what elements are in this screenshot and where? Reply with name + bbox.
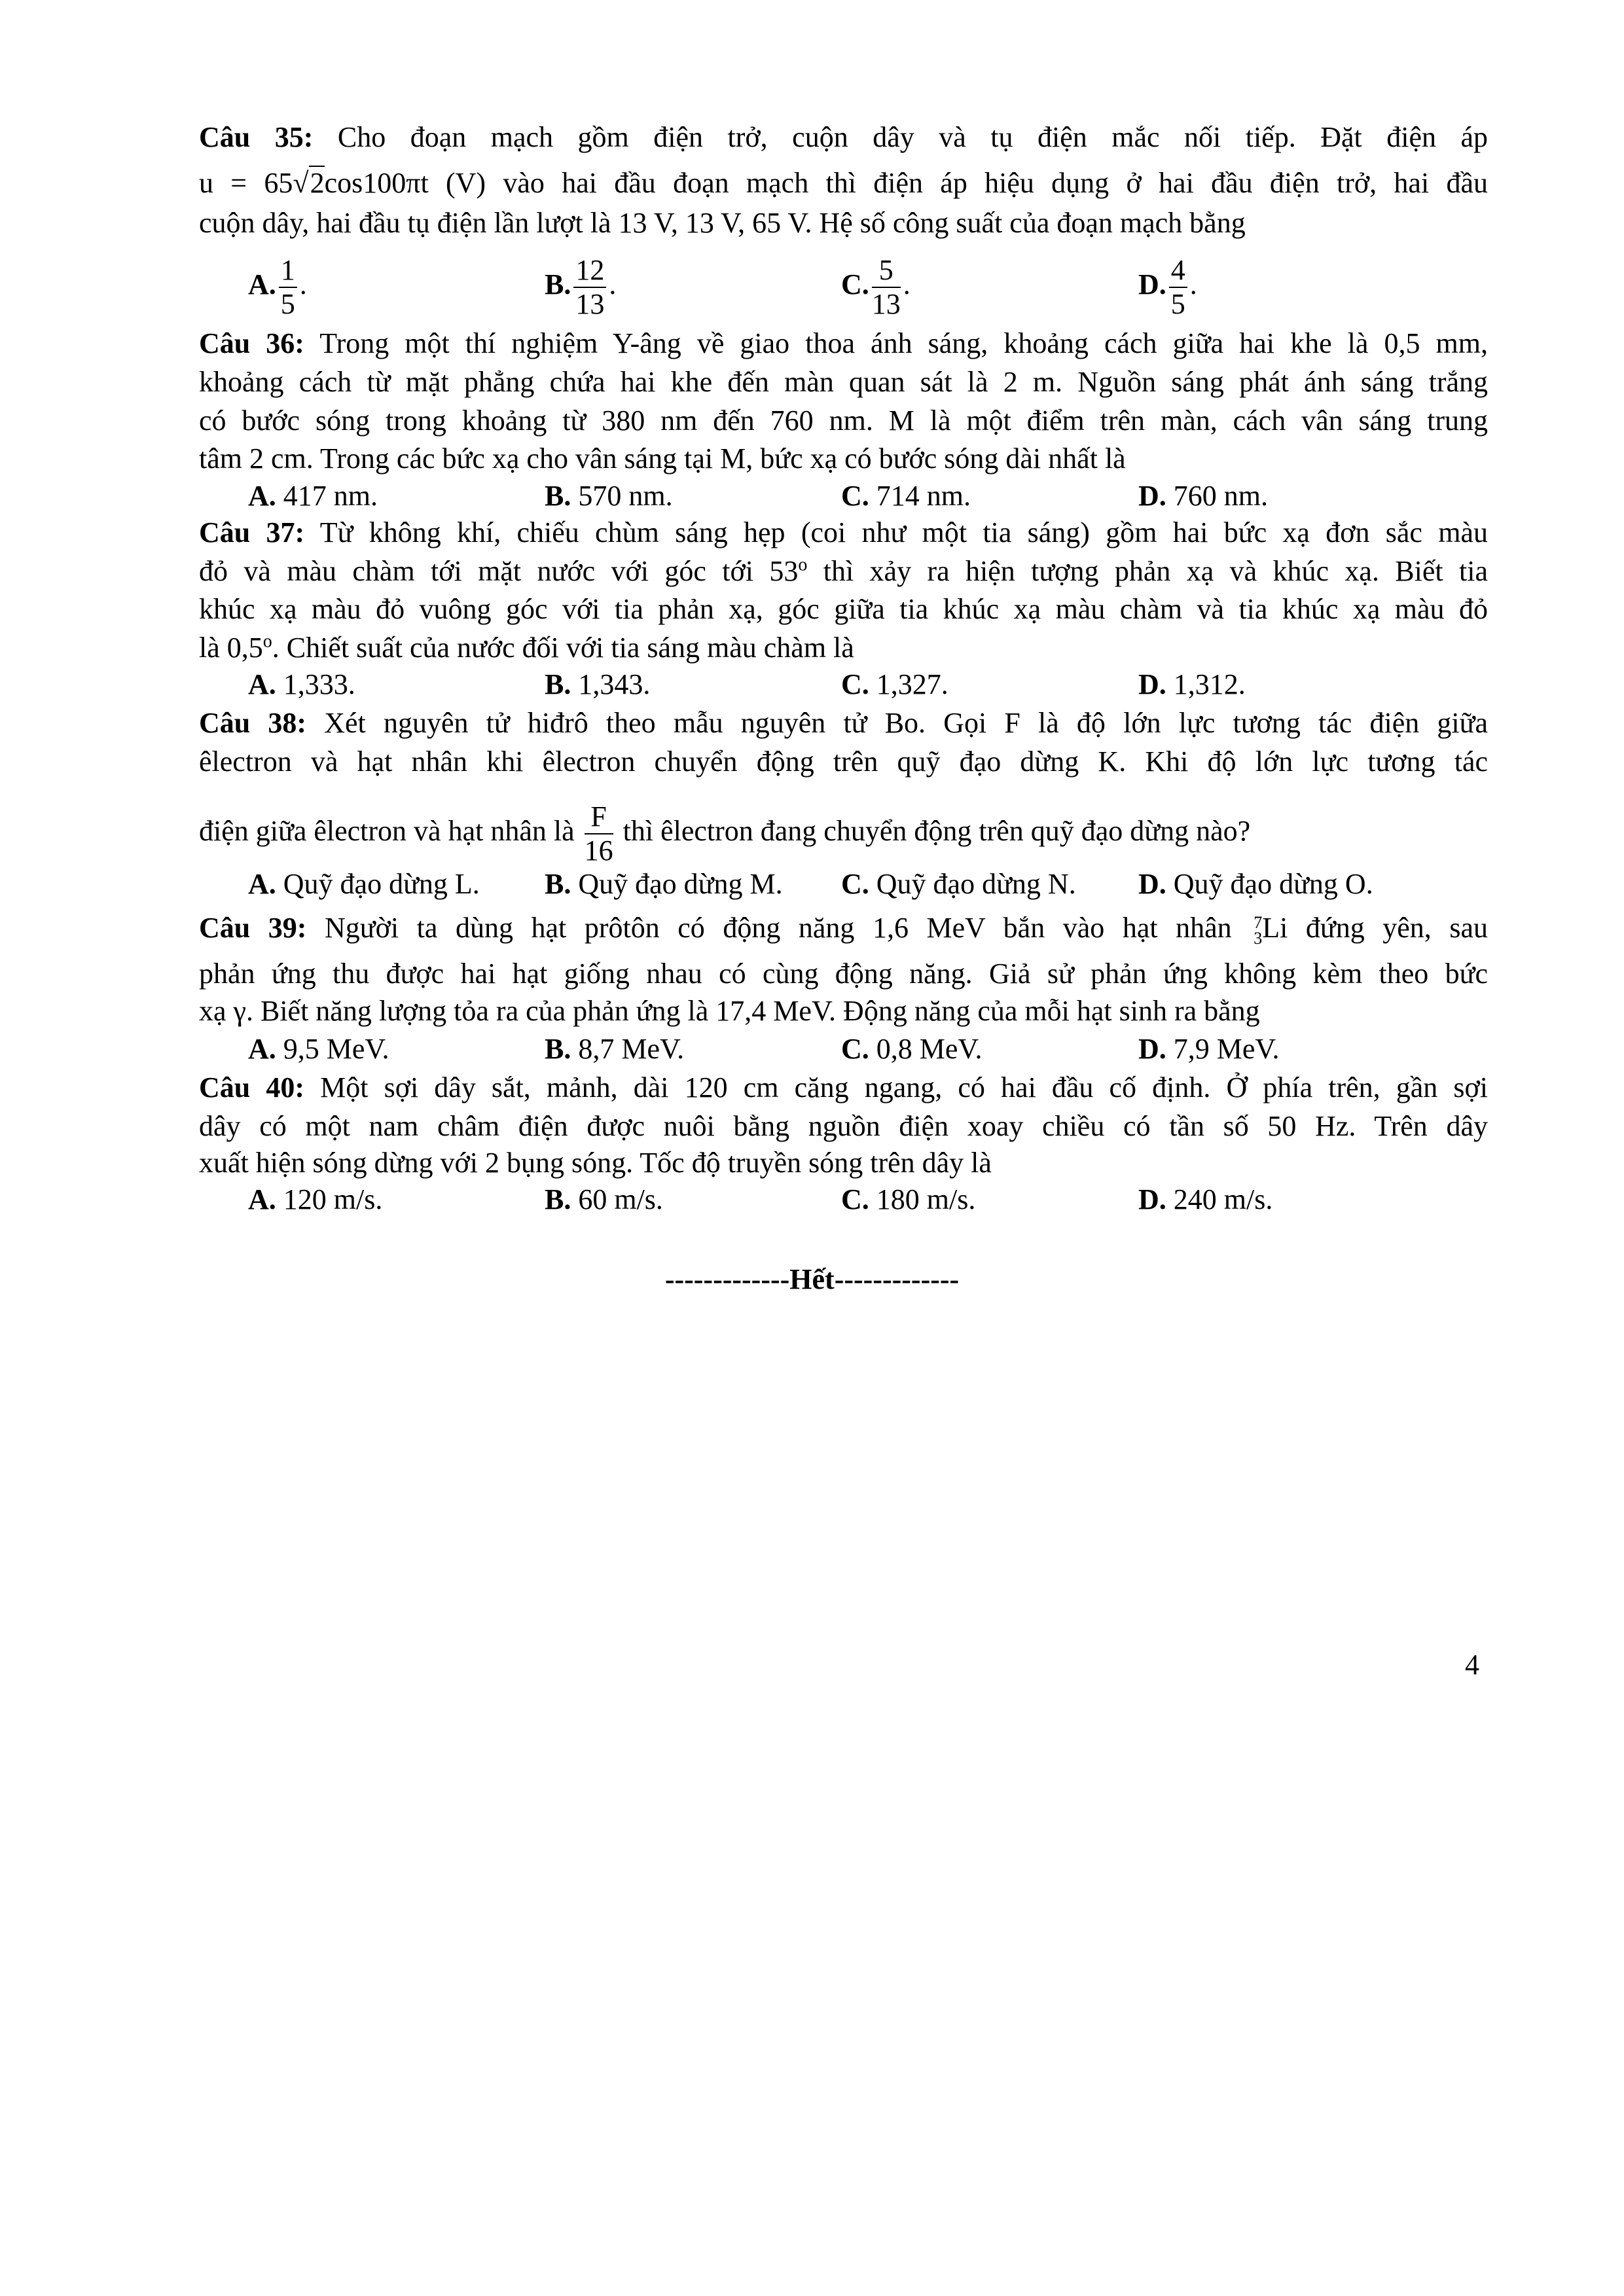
option-text: 180 m/s. (876, 1183, 976, 1215)
q35-label: Câu 35: (199, 121, 314, 153)
option-c (841, 1030, 983, 1068)
option-letter: A. (248, 480, 276, 512)
q38-label: Câu 38: (199, 707, 307, 739)
q36-line: tâm 2 cm. Trong các bức xạ cho vân sáng tại M, bức xạ có bước sóng dài nhất là (199, 442, 1126, 475)
option-d (1138, 865, 1373, 903)
option-a: A. $\frac{1}{5}$ . (248, 254, 307, 320)
option-b (545, 1030, 684, 1068)
option-letter: D. (1138, 668, 1166, 700)
denominator: 5 (280, 288, 295, 320)
q36-line (199, 325, 1488, 363)
option-letter: C. (841, 1183, 869, 1215)
fraction (872, 254, 901, 321)
option-text: 9,5 MeV. (283, 1033, 389, 1065)
option-text: 8,7 MeV. (578, 1033, 685, 1065)
option-d (1138, 477, 1268, 515)
option-d (1138, 1030, 1280, 1068)
option-text: Quỹ đạo dừng M. (578, 868, 783, 900)
option-text: 0,8 MeV. (876, 1033, 983, 1065)
numerator: 1 (279, 254, 297, 288)
option-letter: A. (248, 668, 276, 700)
q40-label: Câu 40: (199, 1071, 305, 1103)
q40-text: Một sợi dây sắt, mảnh, dài 120 cm căng ngang, có hai đầu cố định. Ở phía trên, gần sợi (320, 1071, 1488, 1103)
option-text: Quỹ đạo dừng L. (283, 868, 480, 900)
option-b (545, 477, 673, 515)
q39-label: Câu 39: (199, 912, 307, 944)
option-a (248, 666, 355, 704)
q35-text: vào hai đầu đoạn mạch thì điện áp hiệu dụng ở hai đầu điện trở, hai đầu (503, 167, 1489, 199)
denominator: 16 (584, 834, 613, 867)
option-letter: A. (248, 868, 276, 900)
q36-label: Câu 36: (199, 327, 304, 359)
q39-line: xạ γ. Biết năng lượng tỏa ra của phản ứng là 17,4 MeV. Động năng của mỗi hạt sinh ra bằng (199, 995, 1260, 1027)
option-letter: C. (841, 1033, 869, 1065)
option-letter: B. (545, 668, 571, 700)
option-c (841, 477, 971, 515)
option-text: 120 m/s. (283, 1183, 383, 1215)
q38-line (199, 800, 1488, 867)
q38-line (199, 704, 1488, 742)
option-a (248, 477, 378, 515)
q39-text: Người ta dùng hạt prôtôn có động năng 1,6 MeV bắn vào hạt nhân (325, 912, 1232, 944)
option-letter: D. (1138, 268, 1166, 301)
option-c (841, 865, 1076, 903)
q39-text: Li đứng yên, sau (1262, 912, 1489, 944)
q38-line: êlectron và hạt nhân khi êlectron chuyển động trên quỹ đạo dừng K. Khi độ lớn lực tương tác (199, 745, 1488, 778)
numerator: 12 (573, 254, 606, 288)
option-text: Quỹ đạo dừng O. (1173, 868, 1373, 900)
option-letter: B. (545, 268, 571, 301)
q37-line: khúc xạ màu đỏ vuông góc với tia phản xạ, góc giữa tia khúc xạ màu chàm và tia khúc xạ màu đỏ (199, 593, 1488, 625)
atomic-number: 3 (1254, 928, 1263, 948)
option-text: Quỹ đạo dừng N. (876, 868, 1076, 900)
numerator: 5 (872, 254, 901, 288)
option-letter: D. (1138, 480, 1166, 512)
fraction (279, 254, 297, 321)
option-letter: B. (545, 480, 571, 512)
option-letter: D. (1138, 1033, 1166, 1065)
option-letter: C. (841, 668, 869, 700)
degree-sup: o (798, 554, 808, 575)
option-text: 1,343. (578, 668, 651, 700)
denominator: 5 (1170, 288, 1185, 320)
option-a (248, 865, 480, 903)
formula: u = 65√2cos100πt (V) (199, 167, 486, 199)
q35-line (199, 164, 1488, 202)
option-b (545, 1181, 663, 1219)
option-text: 1,312. (1173, 668, 1246, 700)
q38-text: điện giữa êlectron và hạt nhân là (199, 815, 575, 848)
formula-part: cos100πt (V) (324, 167, 486, 199)
option-a (248, 1181, 382, 1219)
degree-sup: o (262, 631, 272, 652)
q40-line (199, 1069, 1488, 1107)
q36-line: có bước sóng trong khoảng từ 380 nm đến 760 nm. M là một điểm trên màn, cách vân sáng trung (199, 404, 1488, 437)
numerator: 4 (1169, 254, 1187, 288)
option-letter: A. (248, 268, 276, 301)
page-number: 4 (1465, 1649, 1479, 1681)
q39-line: phản ứng thu được hai hạt giống nhau có cùng động năng. Giả sử phản ứng không kèm theo bức (199, 958, 1488, 990)
fraction (573, 254, 606, 321)
denominator: 13 (575, 288, 605, 320)
option-text: 60 m/s. (578, 1183, 663, 1215)
option-text: 7,9 MeV. (1173, 1033, 1280, 1065)
q35-line: cuộn dây, hai đầu tụ điện lần lượt là 13 V, 13 V, 65 V. Hệ số công suất của đoạn mạch bằng (199, 207, 1246, 239)
fraction (585, 800, 613, 867)
q37-text: đỏ và màu chàm tới mặt nước với góc tới 53 (199, 555, 799, 587)
option-letter: C. (841, 480, 869, 512)
option-text: 417 nm. (283, 480, 378, 512)
option-letter: B. (545, 1033, 571, 1065)
option-b (545, 865, 783, 903)
q35-line (199, 118, 1488, 156)
q37-text: Từ không khí, chiếu chùm sáng hẹp (coi như một tia sáng) gồm hai bức xạ đơn sắc màu (319, 516, 1488, 548)
option-b (545, 666, 650, 704)
option-text: 1,333. (283, 668, 355, 700)
option-letter: D. (1138, 868, 1166, 900)
option-letter: C. (841, 268, 869, 301)
option-letter: B. (545, 1183, 571, 1215)
option-c (841, 1181, 975, 1219)
option-letter: D. (1138, 1183, 1166, 1215)
q36-text: Trong một thí nghiệm Y-âng về giao thoa ánh sáng, khoảng cách giữa hai khe là 0,5 mm, (319, 327, 1488, 359)
option-text: 240 m/s. (1173, 1183, 1273, 1215)
isotope-numbers (1254, 912, 1263, 948)
mass-number: 7 (1254, 912, 1263, 932)
option-letter: A. (248, 1183, 276, 1215)
option-text: 570 nm. (578, 480, 673, 512)
option-d (1138, 1181, 1272, 1219)
q37-text: . Chiết suất của nước đối với tia sáng màu chàm là (272, 632, 854, 664)
option-text: 714 nm. (876, 480, 971, 512)
option-text: 1,327. (876, 668, 948, 700)
option-letter: B. (545, 868, 571, 900)
q37-text: là 0,5 (199, 632, 263, 664)
formula-part: u = 65 (199, 167, 293, 199)
q37-line (199, 629, 1488, 667)
option-text: 760 nm. (1173, 480, 1269, 512)
q38-text: Xét nguyên tử hiđrô theo mẫu nguyên tử Bo. Gọi F là độ lớn lực tương tác điện giữa (324, 707, 1489, 739)
option-c (841, 666, 948, 704)
q36-line: khoảng cách từ mặt phẳng chứa hai khe đến màn quan sát là 2 m. Nguồn sáng phát ánh sáng trắng (199, 366, 1488, 398)
q35-text: Cho đoạn mạch gồm điện trở, cuộn dây và tụ điện mắc nối tiếp. Đặt điện áp (337, 121, 1488, 153)
q39-line (199, 909, 1488, 947)
denominator: 13 (871, 288, 901, 320)
end-marker: -------------Hết------------- (664, 1263, 960, 1295)
option-d: D. $\frac{4}{5}$ . (1138, 254, 1197, 320)
option-b: B. $\frac{12}{13}$ . (545, 254, 617, 320)
numerator: F (585, 800, 613, 834)
option-letter: A. (248, 1033, 276, 1065)
option-d (1138, 666, 1246, 704)
option-a (248, 1030, 389, 1068)
q37-label: Câu 37: (199, 516, 305, 548)
option-letter: C. (841, 868, 869, 900)
option-c: C. $\frac{5}{13}$ . (841, 254, 911, 320)
q37-line (199, 552, 1488, 590)
q40-line: xuất hiện sóng dừng với 2 bụng sóng. Tốc độ truyền sóng trên dây là (199, 1147, 992, 1179)
q37-text: thì xảy ra hiện tượng phản xạ và khúc xạ. Biết tia (823, 555, 1488, 587)
q38-text: thì êlectron đang chuyển động trên quỹ đạo dừng nào? (623, 815, 1251, 848)
q37-line (199, 514, 1488, 552)
sqrt-arg: 2 (310, 167, 325, 199)
fraction (1169, 254, 1187, 321)
q40-line: dây có một nam châm điện được nuôi bằng nguồn điện xoay chiều có tần số 50 Hz. Trên dây (199, 1110, 1488, 1142)
